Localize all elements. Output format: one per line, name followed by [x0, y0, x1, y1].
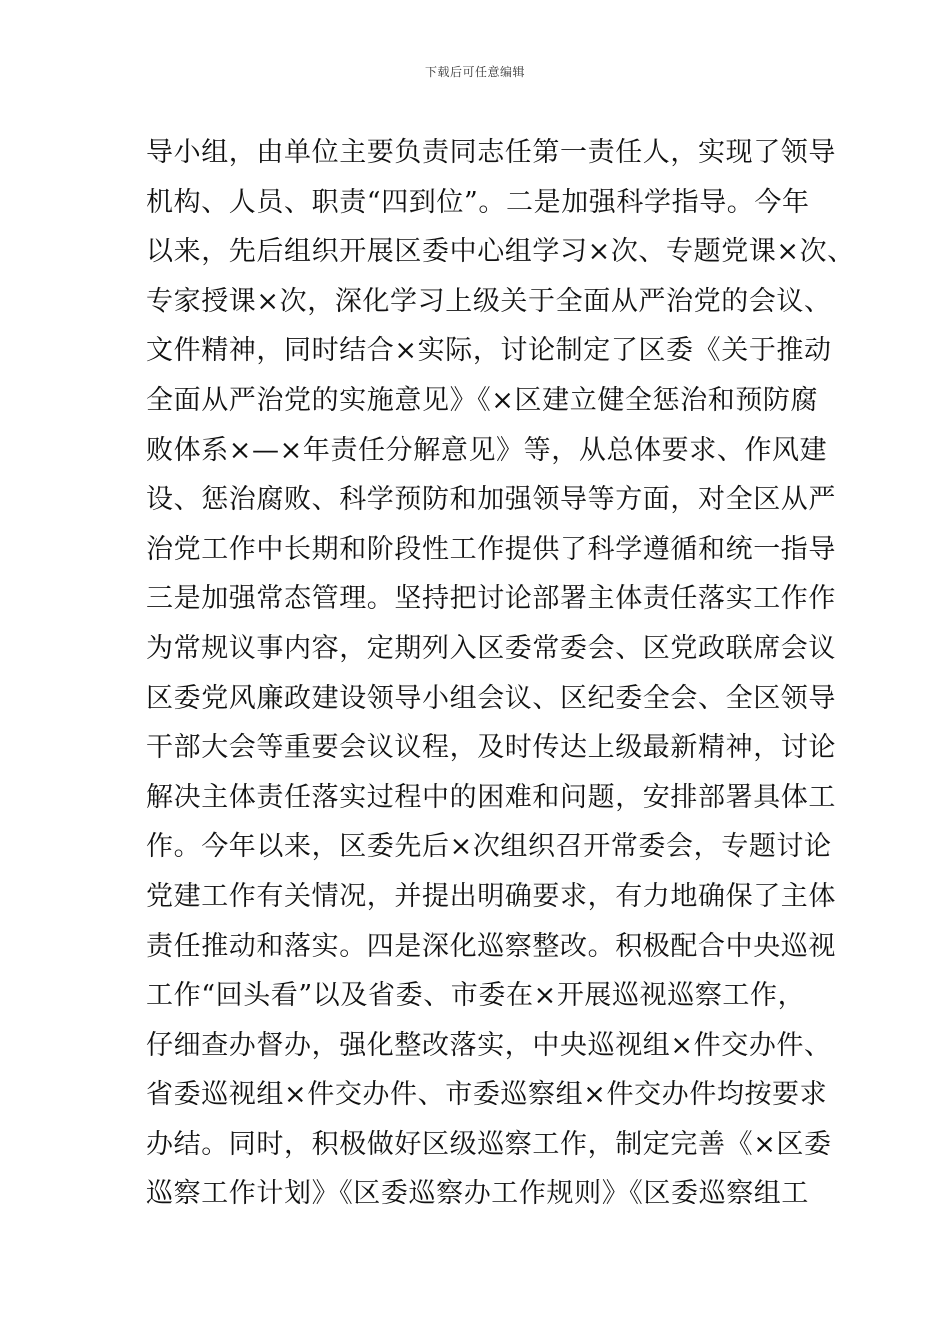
text-line: 办结。同时，积极做好区级巡察工作，制定完善《×区委	[146, 1128, 832, 1160]
text-line: 以来，先后组织开展区委中心组学习×次、专题党课×次、	[146, 236, 855, 268]
header-note: 下载后可任意编辑	[424, 65, 525, 79]
text-line: 全面从严治党的实施意见》《×区建立健全惩治和预防腐	[146, 384, 819, 416]
text-line: 党建工作有关情况，并提出明确要求，有力地确保了主体	[146, 880, 836, 912]
text-line: 省委巡视组×件交办件、市委巡察组×件交办件均按要求	[146, 1079, 828, 1111]
text-line: 治党工作中长期和阶段性工作提供了科学遵循和统一指导	[146, 533, 836, 565]
text-line: 为常规议事内容，定期列入区委常委会、区党政联席会议	[146, 632, 836, 664]
text-line: 工作“回头看”以及省委、市委在×开展巡视巡察工作，	[146, 980, 806, 1012]
text-line: 仔细查办督办，强化整改落实，中央巡视组×件交办件、	[146, 1029, 832, 1061]
text-line: 区委党风廉政建设领导小组会议、区纪委全会、全区领导	[146, 682, 836, 714]
text-line: 败体系×—×年责任分解意见》等，从总体要求、作风建	[146, 434, 828, 466]
text-line: 作。今年以来，区委先后×次组织召开常委会，专题讨论	[146, 831, 832, 863]
text-line: 专家授课×次，深化学习上级关于全面从严治党的会议、	[146, 285, 832, 317]
text-line: 巡察工作计划》《区委巡察办工作规则》《区委巡察组工	[146, 1178, 809, 1210]
text-line: 设、惩治腐败、科学预防和加强领导等方面，对全区从严	[146, 484, 836, 516]
text-line: 干部大会等重要会议议程，及时传达上级最新精神，讨论	[146, 732, 836, 764]
text-line: 导小组，由单位主要负责同志任第一责任人，实现了领导	[146, 137, 836, 168]
text-line: 机构、人员、职责“四到位”。二是加强科学指导。今年	[146, 186, 810, 218]
text-line: 三是加强常态管理。坚持把讨论部署主体责任落实工作作	[146, 583, 836, 615]
text-line: 责任推动和落实。四是深化巡察整改。积极配合中央巡视	[146, 930, 836, 962]
text-line: 解决主体责任落实过程中的困难和问题，安排部署具体工	[146, 781, 836, 813]
text-line: 文件精神，同时结合×实际，讨论制定了区委《关于推动	[146, 335, 832, 367]
body-text	[146, 128, 855, 1219]
